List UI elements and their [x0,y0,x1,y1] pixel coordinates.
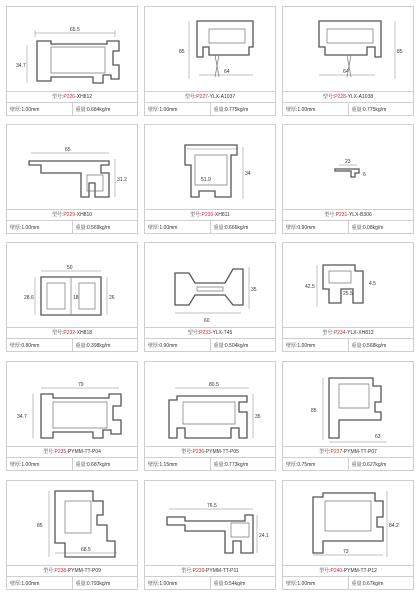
model-series: -PYMM-TT-P09 [66,568,101,574]
dim-label: 50 [67,265,73,271]
model-code: P234 [333,330,346,336]
profile-card-p229[interactable] [6,124,138,234]
spec-row: 壁厚:0.90mm 重量:0.08kg/m [283,220,413,234]
weight-value: 0.775kg/m [362,107,387,113]
wall-thickness: 1.00mm [159,107,178,113]
dim-label: 60 [204,318,210,324]
model-series: -PYMM-TT-P07 [342,449,377,455]
model-code: P238 [54,568,67,574]
spec-row: 壁厚:0.80mm 重量:0.398kg/m [7,338,137,352]
model-series: -XH811 [213,212,230,218]
profile-drawing [145,7,275,91]
profile-card-p226[interactable] [6,6,138,116]
dim-label: 24.1 [259,533,269,539]
model-code: P239 [192,568,205,574]
dim-label: 85 [311,408,317,414]
model-row: 型号:P237-PYMM-TT-P07 [283,446,413,457]
model-code: P229 [63,212,76,218]
profile-card-p232[interactable] [6,242,138,352]
dim-label: 68.5 [81,547,91,553]
wall-thickness: 1.00mm [297,343,316,349]
wall-thickness: 1.00mm [21,462,40,468]
weight-value: 0.666kg/m [224,225,249,231]
wall-thickness: 1.00mm [159,581,178,587]
weight-value: 0.568kg/m [362,343,387,349]
profile-card-p230[interactable] [144,124,276,234]
dim-label: 42.5 [305,284,315,290]
model-row: 型号:P236-PYMM-TT-P05 [145,446,275,457]
profile-card-p237[interactable] [282,361,414,471]
dim-label: 35 [255,414,261,420]
spec-row: 壁厚:0.75mm 重量:0.627kg/m [283,457,413,471]
dim-label: 18 [73,295,79,301]
model-series: -XH818 [75,330,93,336]
wall-thickness: 0.75mm [297,462,316,468]
dim-label: 34 [245,171,251,177]
spec-row: 壁厚:1.00mm 重量:0.67kg/m [283,576,413,590]
model-row: 型号:P229-XH810 [7,209,137,220]
model-row: 型号:P238-PYMM-TT-P09 [7,565,137,576]
profile-drawing [283,125,413,209]
dim-label: 64 [224,69,230,75]
weight-value: 0.569kg/m [86,225,111,231]
wall-thickness: 0.80mm [21,343,40,349]
model-series: -XH812 [75,94,93,100]
wall-thickness: 1.15mm [159,462,178,468]
model-code: P237 [330,449,343,455]
profile-drawing [283,362,413,446]
dim-label: 84.2 [389,523,399,529]
model-code: P227 [196,94,208,100]
model-row: 型号:P235-PYMM-TT-P04 [7,446,137,457]
model-code: P236 [192,449,205,455]
profile-drawing [283,243,413,327]
spec-row: 壁厚:1.00mm 重量:0.54kg/m [145,576,275,590]
weight-value: 0.504kg/m [224,343,249,349]
profile-drawing [145,243,275,327]
model-code: P240 [330,568,343,574]
wall-thickness: 1.00mm [297,581,316,587]
model-row: 型号:P239-PYMM-TT-P11 [145,565,275,576]
profile-drawing [7,362,137,446]
weight-value: 0.398kg/m [86,343,111,349]
profile-card-p233[interactable] [144,242,276,352]
wall-thickness: 1.00mm [297,107,316,113]
dim-label: 28.6 [24,295,34,301]
weight-value: 0.08kg/m [362,225,384,231]
model-code: P226 [63,94,76,100]
model-row: 型号:P231-YLX-B306 [283,209,413,220]
dim-label: 63 [375,434,381,440]
profile-drawing [145,125,275,209]
weight-value: 0.684kg/m [86,107,111,113]
dim-label: 26 [109,295,115,301]
spec-row: 壁厚:1.00mm 重量:0.775kg/m [145,102,275,116]
dim-label: 65 [65,147,71,153]
dim-label: 34.7 [16,63,26,69]
dim-label: 31.2 [117,177,127,183]
wall-thickness: 0.90mm [159,343,178,349]
dim-label: 85 [397,49,403,55]
spec-row: 壁厚:1.00mm 重量:0.687kg/m [7,457,137,471]
model-row: 型号:P226-XH812 [7,91,137,102]
profile-card-p227[interactable] [144,6,276,116]
profile-card-p228[interactable] [282,6,414,116]
model-series: -YLX-T45 [210,330,233,336]
profile-card-p235[interactable] [6,361,138,471]
profile-card-p236[interactable] [144,361,276,471]
dim-label: 85 [37,523,43,529]
profile-card-p240[interactable] [282,480,414,590]
weight-value: 0.773kg/m [224,462,249,468]
model-series: -PYMM-TT-P12 [342,568,377,574]
profile-drawing [283,481,413,565]
wall-thickness: 1.00mm [21,581,40,587]
model-row: 型号:P228-YLX-A1038 [283,91,413,102]
dim-label: 79 [78,382,84,388]
dim-label: 23 [345,159,351,165]
model-series: -PYMM-TT-P05 [204,449,239,455]
model-series: -XH810 [75,212,93,218]
model-code: P231 [335,212,348,218]
weight-value: 0.627kg/m [362,462,387,468]
model-series: -YLX-B306 [347,212,372,218]
dim-label: 85 [179,49,185,55]
wall-thickness: 1.00mm [21,107,40,113]
profile-card-p239[interactable] [144,480,276,590]
spec-row: 壁厚:1.00mm 重量:0.684kg/m [7,102,137,116]
spec-row: 壁厚:1.00mm 重量:0.775kg/m [283,102,413,116]
profile-drawing [145,362,275,446]
model-code: P233 [199,330,211,336]
dim-label: 34.7 [17,414,27,420]
model-code: P232 [63,330,76,336]
dim-label: 51.9 [201,177,211,183]
spec-row: 壁厚:1.00mm 重量:0.793kg/m [7,576,137,590]
spec-row: 壁厚:1.00mm 重量:0.666kg/m [145,220,275,234]
wall-thickness: 0.90mm [297,225,316,231]
dim-label: 76.5 [207,503,217,509]
dim-label: 25.5 [343,291,353,297]
profile-drawing [7,125,137,209]
model-row: 型号:P232-XH818 [7,327,137,338]
model-code: P235 [54,449,67,455]
dim-label: 80.5 [209,382,219,388]
profile-card-p231[interactable] [282,124,414,234]
model-row: 型号:P227-YLX-A1037 [145,91,275,102]
model-row: 型号:P230-XH811 [145,209,275,220]
model-series: -YLX-A1037 [207,94,236,100]
dim-label: 73 [343,549,349,555]
model-series: -YLX-XH813 [345,330,374,336]
model-code: P228 [334,94,346,100]
weight-value: 0.687kg/m [86,462,111,468]
weight-value: 0.775kg/m [224,107,249,113]
model-code: P230 [201,212,214,218]
model-series: -PYMM-TT-P04 [66,449,101,455]
dim-label: 35 [251,287,257,293]
weight-value: 0.67kg/m [362,581,384,587]
profile-drawing [145,481,275,565]
model-row: 型号:P234-YLX-XH813 [283,327,413,338]
profile-card-p234[interactable] [282,242,414,352]
spec-row: 壁厚:1.00mm 重量:0.568kg/m [283,338,413,352]
spec-row: 壁厚:1.15mm 重量:0.773kg/m [145,457,275,471]
weight-value: 0.793kg/m [86,581,111,587]
model-row: 型号:P240-PYMM-TT-P12 [283,565,413,576]
spec-row: 壁厚:1.00mm 重量:0.569kg/m [7,220,137,234]
weight-value: 0.54kg/m [224,581,246,587]
dim-label: 6 [363,172,366,178]
dim-label: 4.5 [369,281,376,287]
dim-label: 64 [343,69,349,75]
profile-drawing [7,481,137,565]
model-row: 型号:P233-YLX-T45 [145,327,275,338]
wall-thickness: 1.00mm [21,225,40,231]
profile-drawing [283,7,413,91]
spec-row: 壁厚:0.90mm 重量:0.504kg/m [145,338,275,352]
dim-label: 65.5 [70,27,80,33]
model-series: -PYMM-TT-P11 [204,568,239,574]
profile-drawing [7,7,137,91]
profile-card-p238[interactable] [6,480,138,590]
profile-drawing [7,243,137,327]
wall-thickness: 1.00mm [159,225,178,231]
model-series: -YLX-A1038 [345,94,374,100]
